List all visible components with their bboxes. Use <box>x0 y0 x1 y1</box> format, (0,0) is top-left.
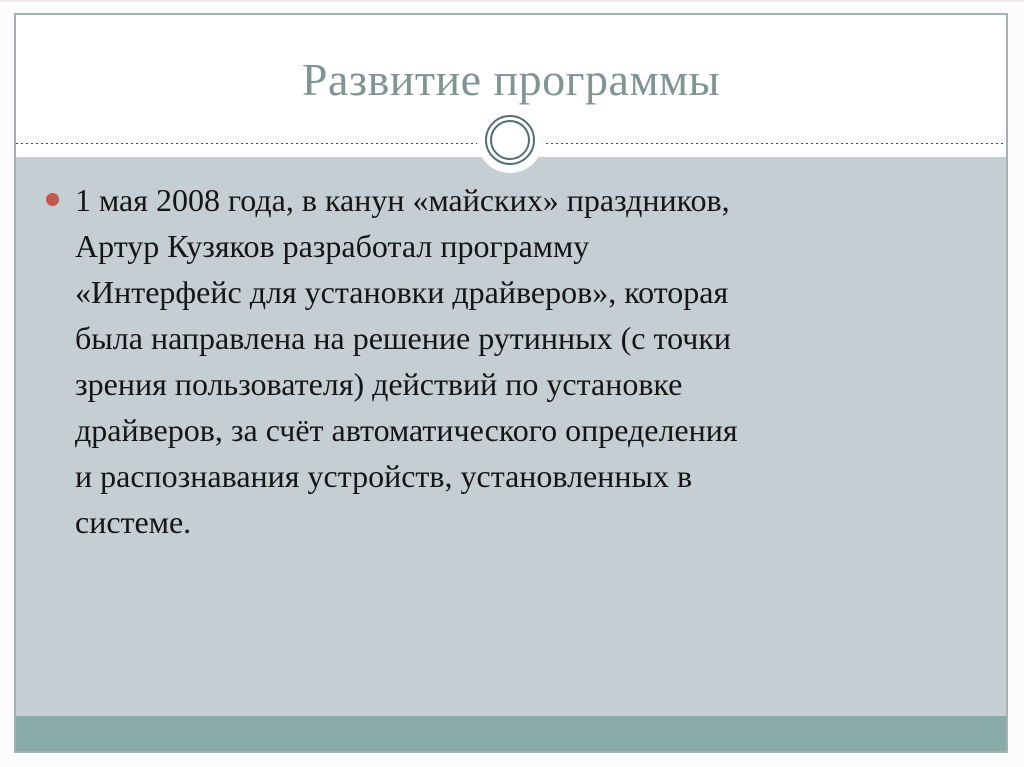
top-edge-line <box>0 0 1024 2</box>
bullet-text-line: драйверов, за счёт автоматического определения <box>75 412 738 448</box>
footer-accent-bar <box>16 716 1006 751</box>
bullet-text-line: и распознавания устройств, установленных в <box>75 458 693 494</box>
bullet-item <box>16 157 1006 545</box>
bullet-text-line: «Интерфейс для установки драйверов», которая <box>75 274 729 310</box>
bullet-text-line: Артур Кузяков разработал программу <box>75 228 590 264</box>
slide-body <box>16 157 1006 716</box>
bullet-text-line: зрения пользователя) действий по установке <box>75 366 683 402</box>
bullet-text-line: системе. <box>75 504 192 540</box>
circle-ornament-inner-ring-icon <box>490 120 530 160</box>
bullet-text-line: 1 мая 2008 года, в канун «майских» праздников, <box>75 182 730 218</box>
slide-title: Развитие программы <box>301 53 721 105</box>
bullet-text <box>75 177 738 545</box>
bullet-icon <box>46 193 59 206</box>
bullet-text-line: была направлена на решение рутинных (с точки <box>75 320 731 356</box>
